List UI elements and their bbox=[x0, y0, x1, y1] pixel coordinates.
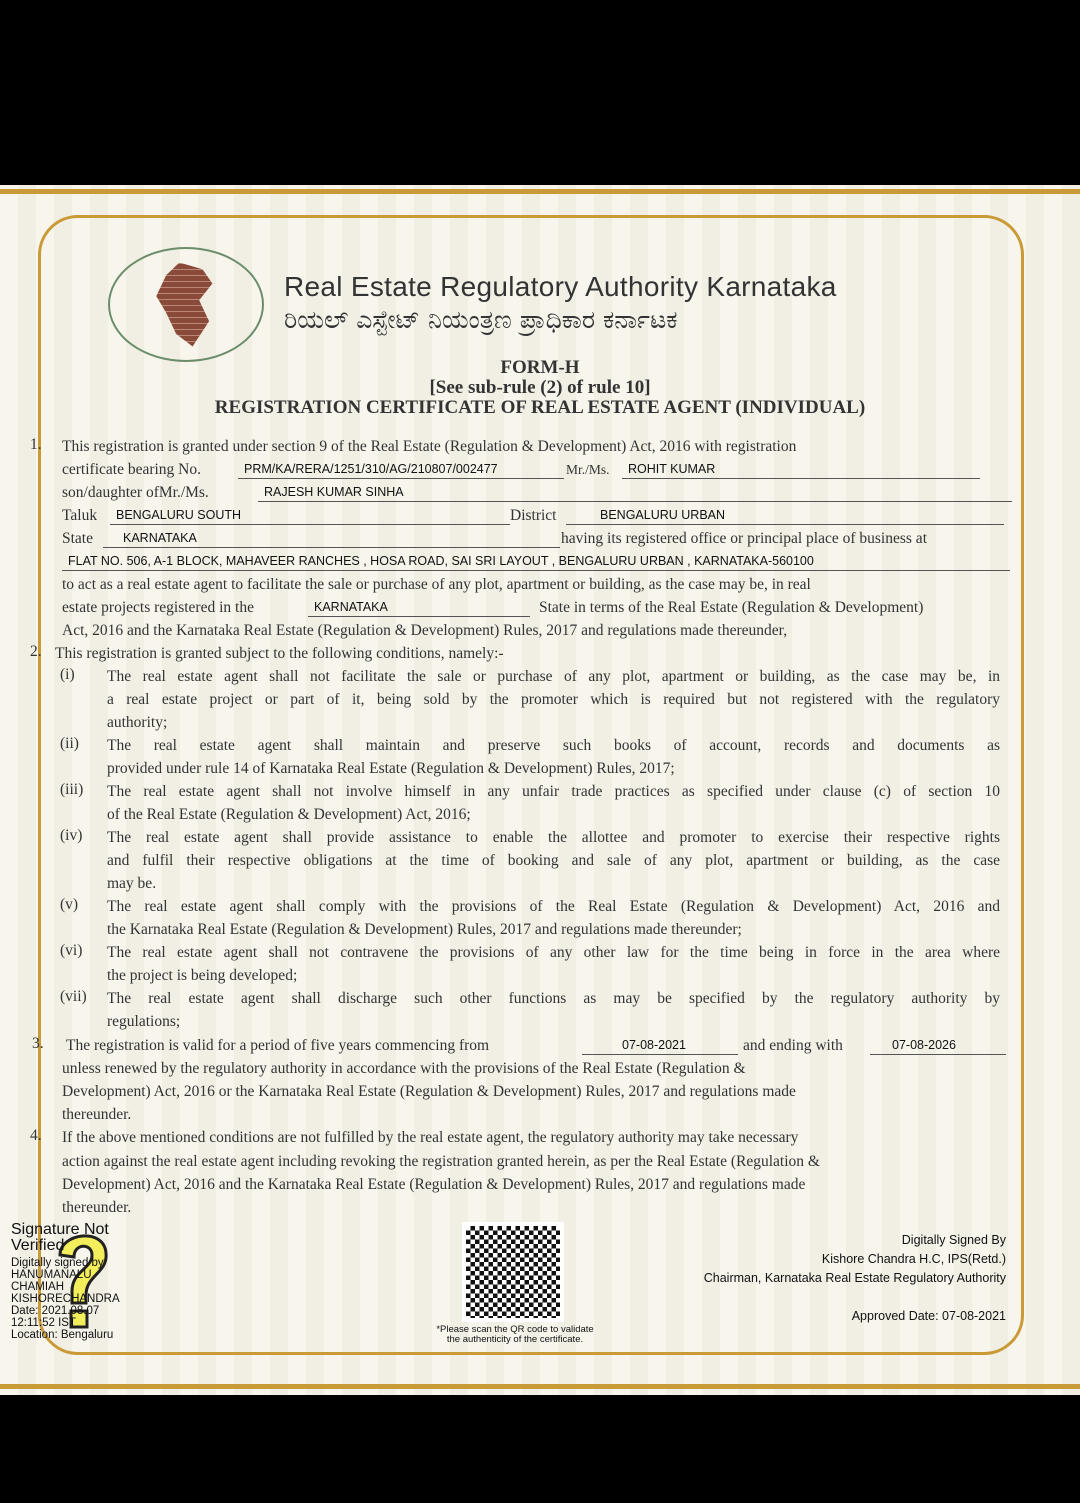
condition-number: (ii) bbox=[60, 735, 79, 752]
qr-note bbox=[400, 1325, 630, 1345]
signature-status: Signature Not bbox=[11, 1221, 109, 1238]
para-text: to act as a real estate agent to facilitate the sale or purchase of any plot, apartment or building, as the case may be, in real bbox=[62, 576, 811, 593]
label: Mr./Ms. bbox=[566, 462, 610, 477]
condition-text: The real estate agent shall maintain and preserve such books of account, records and documents as bbox=[107, 737, 1000, 754]
condition-text: The real estate agent shall not contravene the provisions of any other law for the time being in force in the area where bbox=[107, 944, 1000, 961]
condition-text: provided under rule 14 of Karnataka Real Estate (Regulation & Development) Rules, 2017; bbox=[107, 760, 675, 777]
signature-detail-line: HANUMANALU bbox=[11, 1269, 92, 1281]
para-text: Act, 2016 and the Karnataka Real Estate (Regulation & Development) Rules, 2017 and regulations made thereunder, bbox=[62, 622, 788, 639]
para-text: Development) Act, 2016 and the Karnataka Real Estate (Regulation & Development) Rules, 2017 and regulations made bbox=[62, 1176, 806, 1193]
condition-number: (iv) bbox=[60, 827, 83, 844]
agent-name-field: ROHIT KUMAR bbox=[622, 461, 980, 479]
label: Taluk bbox=[62, 507, 98, 524]
label: having its registered office or principal place of business at bbox=[561, 530, 927, 547]
condition-text: The real estate agent shall provide assistance to enable the allottee and promoter to exercise their respective rights bbox=[107, 829, 1000, 846]
condition-text: the Karnataka Real Estate (Regulation & Development) Rules, 2017 and regulations made thereunder; bbox=[107, 921, 742, 938]
form-label: FORM-H bbox=[500, 357, 580, 378]
label: District bbox=[510, 507, 557, 524]
condition-number: (vi) bbox=[60, 942, 83, 959]
condition-text: the project is being developed; bbox=[107, 967, 298, 984]
signature-detail-line: Date: 2021.08.07 bbox=[11, 1305, 100, 1317]
taluk-field: BENGALURU SOUTH bbox=[110, 507, 510, 525]
label: State bbox=[62, 530, 93, 547]
label: son/daughter ofMr./Ms. bbox=[62, 484, 209, 501]
condition-text: The real estate agent shall not facilitate the sale or purchase of any plot, apartment or building, as the case may be, in bbox=[107, 668, 1000, 685]
signature-detail-line: KISHORECHANDRA bbox=[11, 1293, 120, 1305]
para-text: If the above mentioned conditions are not fulfilled by the real estate agent, the regulatory authority may take necessary bbox=[62, 1129, 799, 1146]
label: certificate bearing No. bbox=[62, 461, 201, 478]
state-field: KARNATAKA bbox=[103, 530, 560, 548]
signature-details bbox=[11, 1257, 120, 1341]
digital-signature-block[interactable] bbox=[11, 1222, 120, 1341]
condition-text: The real estate agent shall discharge such other functions as may be specified by the regulatory authority by bbox=[107, 990, 1000, 1007]
para-number: 4. bbox=[30, 1127, 42, 1144]
para-text: unless renewed by the regulatory authority in accordance with the provisions of the Real Estate (Regulation & bbox=[62, 1060, 746, 1077]
para-text: estate projects registered in the bbox=[62, 599, 254, 616]
condition-text: authority; bbox=[107, 714, 168, 731]
signer-label: Digitally Signed By bbox=[901, 1233, 1006, 1247]
condition-number: (i) bbox=[60, 666, 75, 683]
condition-text: a real estate project or part of it, being sold by the promoter which is required but not registered with the regulatory bbox=[107, 691, 1000, 708]
condition-text: of the Real Estate (Regulation & Development) Act, 2016; bbox=[107, 806, 471, 823]
certificate bbox=[0, 185, 1080, 1395]
signer-title: Chairman, Karnataka Real Estate Regulatory Authority bbox=[703, 1271, 1006, 1285]
para-text: The registration is valid for a period of five years commencing from bbox=[66, 1037, 490, 1054]
para-number: 3. bbox=[32, 1035, 44, 1052]
qr-note-line: *Please scan the QR code to validate bbox=[436, 1324, 594, 1335]
condition-text: and fulfil their respective obligations at the time of booking and sale of any plot, apartment or building, as the case bbox=[107, 852, 1000, 869]
para-number: 2. bbox=[30, 643, 42, 660]
para-text: action against the real estate agent including revoking the registration granted herein, as per the Real Estate (Regulation & bbox=[62, 1153, 820, 1170]
signer-name: Kishore Chandra H.C, IPS(Retd.) bbox=[821, 1252, 1006, 1266]
signature-detail-line: 12:11:52 IST bbox=[11, 1317, 76, 1329]
valid-to-field: 07-08-2026 bbox=[870, 1037, 1006, 1055]
condition-number: (vii) bbox=[60, 988, 87, 1005]
parent-name-field: RAJESH KUMAR SINHA bbox=[258, 484, 1012, 502]
condition-text: The real estate agent shall not involve himself in any unfair trade practices as specified under clause (c) of section 10 bbox=[107, 783, 1000, 800]
signature-detail-line: CHAMIAH bbox=[11, 1281, 65, 1293]
certificate-title: REGISTRATION CERTIFICATE OF REAL ESTATE AGENT (INDIVIDUAL) bbox=[214, 397, 866, 418]
para-number: 1. bbox=[30, 436, 42, 453]
para-text: Development) Act, 2016 or the Karnataka Real Estate (Regulation & Development) Rules, 2017 and regulations made bbox=[62, 1083, 796, 1100]
para-text: This registration is granted subject to the following conditions, namely:- bbox=[55, 645, 504, 662]
reg-number-field: PRM/KA/RERA/1251/310/AG/210807/002477 bbox=[238, 461, 564, 479]
para-text: State in terms of the Real Estate (Regulation & Development) bbox=[539, 599, 924, 616]
condition-text: regulations; bbox=[107, 1013, 181, 1030]
subrule-label: [See sub-rule (2) of rule 10] bbox=[429, 377, 651, 398]
signature-status: Verified bbox=[11, 1237, 65, 1254]
signature-detail-line: Location: Bengaluru bbox=[11, 1329, 114, 1341]
condition-text: The real estate agent shall comply with the provisions of the Real Estate (Regulation & Development) Act, 2016 and bbox=[107, 898, 1000, 915]
para-text: and ending with bbox=[743, 1037, 843, 1054]
projects-state-field: KARNATAKA bbox=[308, 599, 530, 617]
para-text: This registration is granted under section 9 of the Real Estate (Regulation & Development) Act, 2016 with registration bbox=[62, 438, 797, 455]
rera-seal-logo bbox=[108, 247, 264, 362]
condition-number: (v) bbox=[60, 896, 79, 913]
qr-code[interactable] bbox=[462, 1222, 564, 1322]
qr-note-line: the authenticity of the certificate. bbox=[446, 1334, 584, 1345]
condition-number: (iii) bbox=[60, 781, 84, 798]
approved-date: Approved Date: 07-08-2021 bbox=[851, 1309, 1006, 1323]
district-field: BENGALURU URBAN bbox=[566, 507, 1004, 525]
org-name-kannada: ರಿಯಲ್ ಎಸ್ಟೇಟ್ ನಿಯಂತ್ರಣ ಪ್ರಾಧಿಕಾರ ಕರ್ನಾಟಕ bbox=[284, 305, 678, 334]
karnataka-map-icon bbox=[153, 263, 219, 347]
para-text: thereunder. bbox=[62, 1106, 132, 1123]
signature-detail-line: Digitally signed by bbox=[11, 1257, 104, 1269]
condition-text: may be. bbox=[107, 875, 157, 892]
valid-from-field: 07-08-2021 bbox=[582, 1037, 738, 1055]
address-field: FLAT NO. 506, A-1 BLOCK, MAHAVEER RANCHES , HOSA ROAD, SAI SRI LAYOUT , BENGALURU URBAN , KARNATAKA-560100 bbox=[62, 553, 1010, 571]
org-name-english: Real Estate Regulatory Authority Karnataka bbox=[284, 271, 837, 302]
para-text: thereunder. bbox=[62, 1199, 132, 1216]
